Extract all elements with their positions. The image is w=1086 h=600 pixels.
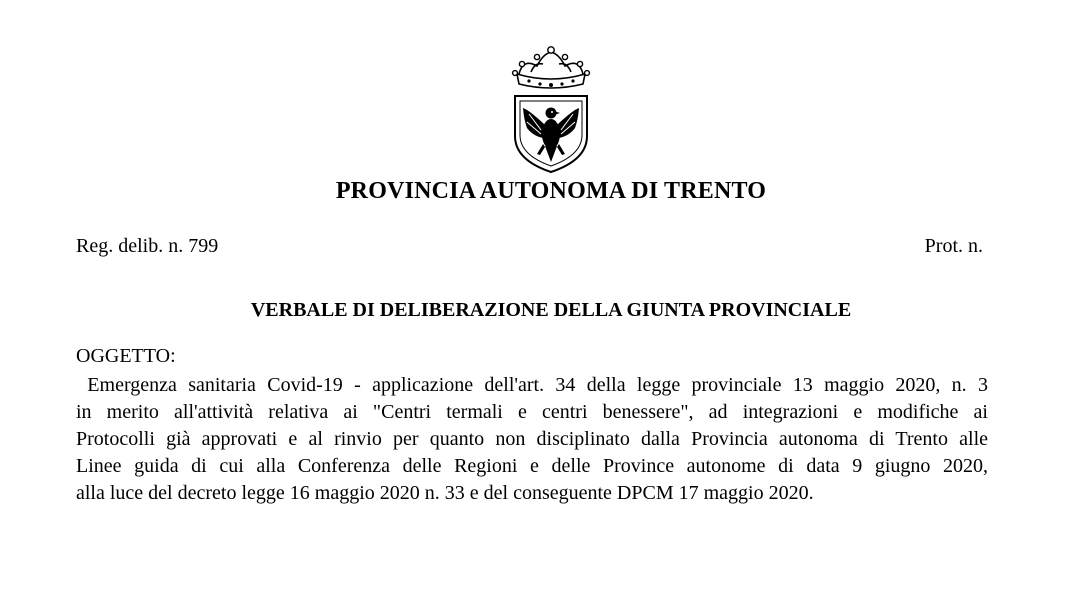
registry-number: Reg. delib. n. 799 <box>76 235 219 257</box>
protocol-number: Prot. n. <box>924 235 983 257</box>
organization-title: PROVINCIA AUTONOMA DI TRENTO <box>335 178 767 204</box>
subject-label: OGGETTO: <box>76 345 176 367</box>
subject-line: alla luce del decreto legge 16 maggio 2020 n. 33 e del conseguente DPCM 17 maggio 2020. <box>76 482 814 504</box>
subject-line: Protocolli già approvati e al rinvio per quanto non disciplinato dalla Provincia autonoma di Trento alle <box>76 428 988 450</box>
subject-text <box>76 372 988 507</box>
subject-line: Linee guida di cui alla Conferenza delle Regioni e delle Province autonome di data 9 giugno 2020, <box>76 455 988 477</box>
subject-line: in merito all'attività relativa ai "Centri termali e centri benessere", ad integrazioni e modifiche ai <box>76 401 988 423</box>
document-title: VERBALE DI DELIBERAZIONE DELLA GIUNTA PROVINCIALE <box>250 299 852 321</box>
subject-line: Emergenza sanitaria Covid-19 - applicazione dell'art. 34 della legge provinciale 13 maggio 2020, n. 3 <box>76 374 988 396</box>
coat-of-arms-icon <box>507 44 595 174</box>
